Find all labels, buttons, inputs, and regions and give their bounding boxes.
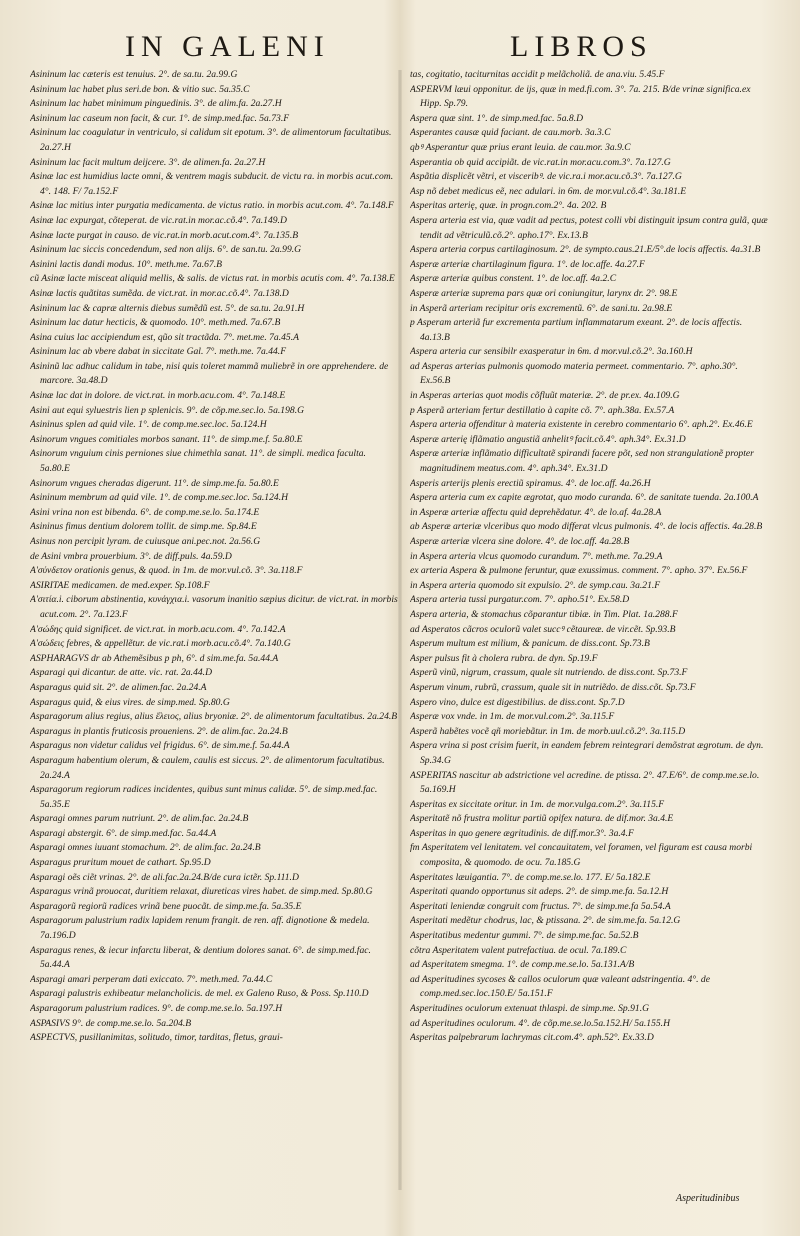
index-entry: Asparagi amari perperam dati exiccato. 7°. meth.med. 7a.44.C [30, 973, 273, 985]
index-entry: ASPECTVS, pusillanimitas, solitudo, timor, tarditas, fletus, graui- [30, 1032, 283, 1044]
index-entry: ASIRITAE medicamen. de med.exper. Sp.108.F [30, 579, 210, 591]
index-entry: ad Asperitudines oculorum. 4°. de cõp.me.se.lo.5a.152.H/ 5a.155.H [410, 1017, 671, 1029]
index-column-left [30, 68, 398, 1190]
index-entry: A'σιτία.i. ciborum abstinentia, κυνάγχια.i. vasorum inanitio sæpius dicitur. de vict.rat. in morbis acut.com. 2°. 7a.123.F [30, 594, 398, 620]
index-entry: Asperitas arterię, quæ. in progn.com.2°. 4a. 202. B [410, 200, 607, 212]
index-entry: Asperæ arteriæ inflãmatio difficultatẽ spirandi facere põt, sed non strangulationẽ propter magnitudinem meatus.com. 4°. aph.34°. Ex.31.D [410, 448, 754, 475]
index-entry: Asinæ lac expurgat, cõteperat. de vic.rat.in mor.ac.cõ.4°. 7a.149.D [30, 214, 287, 226]
index-entry: in Asperã arteriam recipitur oris excrementũ. 6°. de sani.tu. 2a.98.E [410, 302, 673, 314]
index-entry: Asparagi palustris exhibeatur melancholicis. de mel. ex Galeno Ruso, & Poss. Sp.110.D [30, 988, 369, 1000]
index-entry: Asperæ vox vnde. in 1m. de mor.vul.com.2°. 3a.115.F [410, 711, 615, 723]
index-entry: Asparagorum regiorum radices incidentes, quibus sunt minus calidæ. 5°. de simp.med.fac. 5a.35.E [30, 784, 378, 810]
running-head-right: LIBROS [510, 30, 653, 63]
index-entry: ad Asperitatem smegma. 1°. de comp.me.se.lo. 5a.131.A/B [410, 959, 635, 971]
index-entry: Aspãtia displicẽt vẽtri, et visceribꝰ. de vic.ra.i mor.acu.cõ.3°. 7a.127.G [410, 171, 682, 183]
index-entry: Asinæ lac est humidius lacte omni, & ventrem magis subducit. de victu ra. in morbis acut.com. 4°. 148. F/ 7a.152.F [30, 171, 394, 197]
index-entry: Asinæ lactis quãtitas sumẽda. de vict.rat. in mor.ac.cõ.4°. 7a.138.D [30, 287, 289, 299]
index-entry: Aspera arteria est via, quæ vadit ad pectus, potest colli vbi distinguit ipsum contra gulã, quæ tendit ad vẽtriculũ.cõ.2°. apho.17°. Ex.13.B [410, 214, 768, 241]
index-entry: ASPASIVS 9°. de comp.me.se.lo. 5a.204.B [30, 1017, 192, 1029]
index-entry: ASPERVM læui opponitur. de ijs, quæ in med.fi.com. 3°. 7a. 215. B/de vrinæ significa.ex Hipp. Sp.79. [410, 83, 751, 110]
index-entry: in Asperæ arteriæ affectu quid deprehẽdatur. 4°. de lo.af. 4a.28.A [410, 506, 662, 518]
index-entry: Asparagus renes, & iecur infarctu liberat, & dentium dolores sanat. 6°. de simp.med.fac. 5a.44.A [30, 944, 371, 971]
index-entry: Asperitates læuigantia. 7°. de comp.me.se.lo. 177. E/ 5a.182.E [410, 871, 651, 883]
index-entry: Asininum membrum ad quid vile. 1°. de comp.me.sec.loc. 5a.124.H [30, 492, 289, 504]
index-entry: Asperũ vinũ, nigrum, crassum, quale sit nutriendo. de diss.cont. Sp.73.F [410, 667, 688, 679]
index-entry: Asini vrina non est bibenda. 6°. de comp.me.se.lo. 5a.174.E [30, 506, 260, 518]
index-entry: cũ Asinæ lacte misceat aliquid mellis, & salis. de victus rat. in morbis acutis com. 4°. 7a.138.E [30, 273, 395, 285]
index-entry: Asperæ arteriæ chartilaginum figura. 1°. de loc.affe. 4a.27.F [410, 258, 645, 270]
index-entry: Asinini lactis dandi modus. 10°. meth.me. 7a.67.B [30, 258, 222, 270]
index-entry: Asperum multum est milium, & panicum. de diss.cont. Sp.73.B [410, 638, 650, 650]
index-entry: ad Asperas arterias pulmonis quomodo materia permeet. commentario. 7°. apho.30°. Ex.56.B [410, 360, 738, 387]
index-entry: Asininum lac habet minimum pinguedinis. 3°. de alim.fa. 2a.27.H [30, 98, 282, 110]
index-entry: Asinus non percipit lyram. de cuiusque ani.pec.not. 2a.56.G [30, 536, 261, 547]
index-entry: ad Asperitudines sycoses & callos oculorum quæ valeant adstringentia. 4°. de comp.med.sec.loc.150.E/ 5a.151.F [410, 973, 710, 1000]
index-column-right [410, 68, 768, 1190]
index-entry: in Aspera arteria vlcus quomodo curandum. 7°. meth.me. 7a.29.A [410, 550, 663, 562]
index-entry: Asparagorum palustrium radix lapidem renum frangit. de ren. aff. dignotione & medela. 7a.196.D [30, 915, 370, 942]
index-entry: ASPERITAS nascitur ab adstrictione vel acredine. de ptissa. 2°. 47.E/6°. de comp.me.se.lo. 5a.169.H [410, 769, 760, 796]
index-entry: Asparagus vrinã prouocat, duritiem relaxat, diureticas vires habet. de simp.med. Sp.80.G [30, 886, 373, 898]
index-entry: Asp nõ debet medicus eẽ, nec adulari. in 6m. de mor.vul.cõ.4°. 3a.181.E [410, 185, 687, 197]
index-entry: de Asini vmbra prouerbium. 3°. de diff.puls. 4a.59.D [30, 550, 232, 562]
index-entry: Asperitas palpebrarum lachrymas cit.com.4°. aph.52°. Ex.33.D [410, 1032, 654, 1044]
index-entry: Asininum lac cæteris est tenuius. 2°. de sa.tu. 2a.99.G [30, 69, 238, 80]
index-entry: Aspera vrina si post crisim fuerit, in eandem febrem reintegrari demõstrat ægrotum. de dyn. Sp.34.G [410, 740, 764, 766]
index-entry: ex arteria Aspera & pulmone feruntur, quæ exussimus. comment. 7°. apho. 37°. Ex.56.F [410, 565, 748, 577]
index-entry: Asperitatẽ nõ frustra molitur partiũ opifex natura. de dif.mor. 3a.4.E [410, 813, 674, 825]
index-entry: p Asperam arteriã fur excrementa partium inflammatarum exeant. 2°. de locis affectis. 4a.13.B [410, 317, 743, 343]
index-entry: Asperum vinum, rubrũ, crassum, quale sit in nutriẽdo. de diss.cõt. Sp.73.F [410, 681, 696, 693]
index-entry: Asperis arterijs plenis erectiũ spiramus. 4°. de loc.aff. 4a.26.H [410, 477, 651, 489]
index-entry: Aspero vino, dulce est digestibilius. de diss.cont. Sp.7.D [410, 696, 625, 708]
index-entry: Asper pulsus fit à cholera rubra. de dyn. Sp.19.F [410, 652, 598, 664]
index-entry: Asparagus pruritum mouet de cathart. Sp.95.D [30, 857, 211, 869]
index-entry: Asparagi omnes iuuant stomachum. 2°. de alim.fac. 2a.24.B [30, 842, 261, 854]
index-entry: Asininum lac siccis concedendum, sed non alijs. 6°. de san.tu. 2a.99.G [30, 244, 302, 256]
index-entry: Asperæ arterię iflãmatio angustiã anhelitꝰ facit.cõ.4°. aph.34°. Ex.31.D [410, 433, 686, 445]
index-entry: Asparagus quid sit. 2°. de alimen.fac. 2a.24.A [30, 681, 207, 693]
index-entry: in Aspera arteria quomodo sit expulsio. 2°. de symp.cau. 3a.21.F [410, 579, 661, 591]
index-entry: Asperitati medẽtur chodrus, lac, & ptissana. 2°. de sim.me.fa. 5a.12.G [410, 915, 681, 927]
index-entry: Asininum lac habet plus seri.de bon. & vitio suc. 5a.35.C [30, 83, 250, 95]
index-entry: Aspera quæ sint. 1°. de simp.med.fac. 5a.8.D [410, 112, 584, 124]
index-entry: Asinæ lac mitius inter purgatia medicamenta. de victus ratio. in morbis acut.com. 4°. 7a.148.F [30, 200, 394, 212]
index-entry: Asperantia ob quid accipiãt. de vic.rat.in mor.acu.com.3°. 7a.127.G [410, 156, 671, 168]
column-divider [398, 70, 402, 1190]
index-entry: Asparagorum alius regius, alius ἕλειος, alius bryoniæ. 2°. de alimentorum facultatibus. 2a.24.B [30, 711, 398, 723]
index-entry: Asini aut equi syluestris lien p splenicis. 9°. de cõp.me.sec.lo. 5a.198.G [30, 404, 305, 416]
index-entry: Asparagi omnes parum nutriunt. 2°. de alim.fac. 2a.24.B [30, 813, 249, 825]
index-entry: qbꝰ Asperantur quæ prius erant leuia. de cau.mor. 3a.9.C [410, 141, 631, 153]
index-entry: Asparagorum palustrium radices. 9°. de comp.me.se.lo. 5a.197.H [30, 1003, 283, 1014]
index-entry: ASPHARAGVS dr ab Athemẽsibus p ph, 6°. d sim.me.fa. 5a.44.A [30, 652, 279, 664]
index-entry: Asperantes causæ quid faciant. de cau.morb. 3a.3.C [410, 127, 611, 139]
index-entry: Asininum lac ab vbere dabat in siccitate Gal. 7°. meth.me. 7a.44.F [30, 346, 287, 358]
index-entry: Asininum lac & capræ alternis diebus sumẽdũ est. 5°. de sa.tu. 2a.91.H [30, 302, 305, 314]
index-entry: ad Asperatos cãcros oculorũ valet succꝰ cẽtaureæ. de vir.cẽt. Sp.93.B [410, 623, 676, 635]
index-entry: Asinorum vngues comitiales morbos sanant. 11°. de simp.me.f. 5a.80.E [30, 433, 303, 445]
index-entry: Asperæ arteriæ quibus constent. 1°. de loc.aff. 4a.2.C [410, 273, 617, 285]
index-entry: Asperitudines oculorum extenuat thlaspi. de simp.me. Sp.91.G [410, 1003, 650, 1014]
index-entry: Asparagi abstergit. 6°. de simp.med.fac. 5a.44.A [30, 827, 217, 839]
index-entry: Asinæ lacte purgat in causo. de vic.rat.in morb.acut.com.4°. 7a.135.B [30, 229, 299, 241]
index-entry: Asininus fimus dentium dolorem tollit. de simp.me. Sp.84.E [30, 521, 257, 533]
index-entry: Aspera arteria, & stomachus cõparantur tibiæ. in Tim. Plat. 1a.288.F [410, 608, 678, 620]
index-entry: Asinorum vngues cheradas digerunt. 11°. de simp.me.fa. 5a.80.E [30, 477, 279, 489]
index-entry: Asininum lac coagulatur in ventriculo, si calidum sit epotum. 3°. de alimentorum facultatibus. 2a.27.H [30, 127, 392, 153]
index-entry: p Asperã arteriam fertur destillatio à capite cõ. 7°. aph.38a. Ex.57.A [410, 404, 675, 416]
index-entry: Asininũ lac adhuc calidum in tabe, nisi quis toleret mammã muliebrẽ in ore apprehendere. de marcore. 3a.48.D [30, 360, 389, 387]
index-entry: Asininum lac caseum non facit, & cur. 1°. de simp.med.fac. 5a.73.F [30, 112, 290, 124]
index-entry: Asperã habẽtes vocẽ qñ moriebãtur. in 1m. de morb.uul.cõ.2°. 3a.115.D [410, 725, 686, 737]
index-entry: tas, cogitatio, taciturnitas accidit p melãcholiã. de ana.viu. 5.45.F [410, 69, 665, 80]
index-entry: Asperitati leniendæ congruit com fructus. 7°. de simp.me.fa 5a.54.A [410, 900, 671, 912]
index-entry: Asperitati quando opportunus sit adeps. 2°. de simp.me.fa. 5a.12.H [410, 886, 669, 898]
index-entry: fm Asperitatem vel lenitatem. vel concauitatem, vel foramen, vel figuram est causa morbi composita, & quomodo. de ocu. 7a.185.G [410, 842, 753, 869]
index-entry: ab Asperæ arteriæ vlceribus quo modo differat vlcus pulmonis. 4°. de locis affectis. 4a.28.B [410, 521, 763, 533]
index-entry: Asperæ arteriæ vlcera sine dolore. 4°. de loc.aff. 4a.28.B [410, 536, 630, 547]
index-entry: A'σώδης quid significet. de vict.rat. in morb.acu.com. 4°. 7a.142.A [30, 623, 286, 635]
index-entry: A'σώδεις febres, & appellẽtur. de vic.rat.i morb.acu.cõ.4°. 7a.140.G [30, 638, 291, 650]
index-entry: Asperitatibus medentur gummi. 7°. de simp.me.fac. 5a.52.B [410, 930, 639, 942]
index-entry: Asininus splen ad quid vile. 1°. de comp.me.sec.loc. 5a.124.H [30, 419, 267, 431]
index-entry: Asparagorũ regiorũ radices vrinã bene puocãt. de simp.me.fa. 5a.35.E [30, 900, 302, 912]
index-entry: Asparagi qui dicantur. de atte. vic. rat. 2a.44.D [30, 667, 212, 679]
index-entry: Asparagi oẽs ciẽt vrinas. 2°. de ali.fac.2a.24.B/de cura ictẽr. Sp.111.D [30, 871, 299, 883]
index-entry: Asininum lac facit multum deijcere. 3°. de alimen.fa. 2a.27.H [30, 156, 266, 168]
index-entry: Aspera arteria offenditur à materia existente in cerebro commentario 6°. aph.2°. Ex.46.E [410, 419, 753, 431]
index-entry: Asparagus quid, & eius vires. de simp.med. Sp.80.G [30, 696, 230, 708]
catchword: Asperitudinibus [676, 1193, 740, 1204]
running-head-left: IN GALENI [125, 30, 330, 63]
index-entry: Aspera arteria tussi purgatur.com. 7°. apho.51°. Ex.58.D [410, 594, 630, 606]
index-entry: Asperæ arteriæ suprema pars quæ ori coniungitur, larynx dr. 2°. 98.E [410, 287, 678, 299]
index-entry: Aspera arteria cum ex capite ægrotat, quo modo curanda. 6°. de sanitate tuenda. 2a.100.A [410, 492, 759, 504]
index-entry: cõtra Asperitatem valent putrefactiua. de ocul. 7a.189.C [410, 944, 627, 956]
index-entry: Asininum lac datur hecticis, & quomodo. 10°. meth.med. 7a.67.B [30, 317, 281, 329]
index-entry: A'σύνδετον orationis genus, & quod. in 1m. de mor.vul.cõ. 3°. 3a.118.F [30, 565, 303, 577]
index-entry: in Asperas arterias quot modis cõfluũt materiæ. 2°. de pr.ex. 4a.109.G [410, 390, 680, 402]
index-entry: Asina cuius lac accipiendum est, qũo sit tractãda. 7°. met.me. 7a.45.A [30, 331, 299, 343]
index-entry: Asinæ lac dat in dolore. de vict.rat. in morb.acu.com. 4°. 7a.148.E [30, 390, 286, 402]
index-entry: Asparagus in plantis fruticosis proueniens. 2°. de alim.fac. 2a.24.B [30, 725, 288, 737]
index-entry: Asperitas ex siccitate oritur. in 1m. de mor.vulga.com.2°. 3a.115.F [410, 798, 665, 810]
index-entry: Asparagus non videtur calidus vel frigidus. 6°. de sim.me.f. 5a.44.A [30, 740, 290, 752]
running-head [0, 30, 800, 70]
index-entry: Asinorum vnguium cinis perniones siue chimethla sanat. 11°. de simpli. medica faculta. 5a.80.E [30, 448, 366, 475]
index-entry: Asperitas in quo genere ægritudinis. de diff.mor.3°. 3a.4.F [410, 827, 634, 839]
index-entry: Asparagum habentium olerum, & caulem, caulis est siccus. 2°. de alimentorum facultatibus. 2a.24.A [30, 754, 385, 781]
index-entry: Aspera arteria corpus cartilaginosum. 2°. de sympto.caus.21.E/5°.de locis affectis. 4a.31.B [410, 244, 761, 256]
index-entry: Aspera arteria cur sensibilr exasperatur in 6m. d mor.vul.cõ.2°. 3a.160.H [410, 346, 693, 358]
